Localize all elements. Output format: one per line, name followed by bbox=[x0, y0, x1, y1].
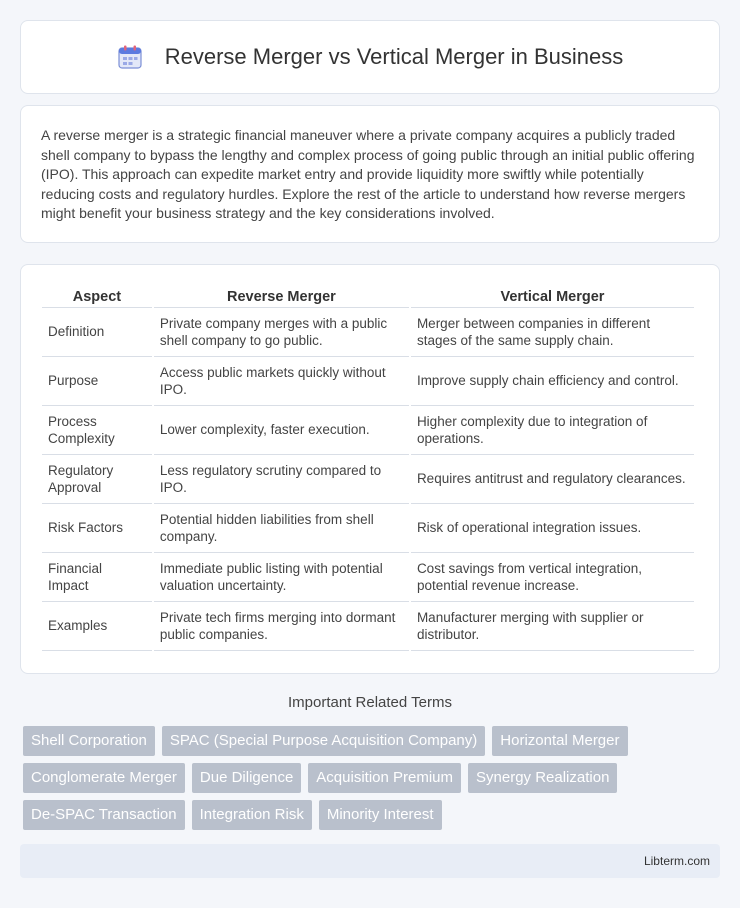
column-header-reverse-merger: Reverse Merger bbox=[154, 285, 409, 308]
aspect-cell: Process Complexity bbox=[42, 406, 152, 455]
tag-conglomerate-merger[interactable]: Conglomerate Merger bbox=[23, 763, 185, 793]
column-header-vertical-merger: Vertical Merger bbox=[411, 285, 694, 308]
tag-row bbox=[23, 726, 723, 756]
reverse-merger-cell: Immediate public listing with potential valuation uncertainty. bbox=[154, 553, 409, 602]
table-row bbox=[42, 455, 694, 504]
reverse-merger-cell: Less regulatory scrutiny compared to IPO. bbox=[154, 455, 409, 504]
vertical-merger-cell: Improve supply chain efficiency and control. bbox=[411, 357, 694, 406]
tag-shell-corporation[interactable]: Shell Corporation bbox=[23, 726, 155, 756]
intro-card bbox=[20, 105, 720, 243]
vertical-merger-cell: Requires antitrust and regulatory clearances. bbox=[411, 455, 694, 504]
tag-minority-interest[interactable]: Minority Interest bbox=[319, 800, 442, 830]
tag-integration-risk[interactable]: Integration Risk bbox=[192, 800, 312, 830]
page-title: Reverse Merger vs Vertical Merger in Business bbox=[164, 44, 624, 69]
tag-horizontal-merger[interactable]: Horizontal Merger bbox=[492, 726, 627, 756]
vertical-merger-cell: Cost savings from vertical integration, potential revenue increase. bbox=[411, 553, 694, 602]
table-row bbox=[42, 553, 694, 602]
tag-row bbox=[23, 763, 723, 793]
title-card bbox=[20, 20, 720, 94]
column-header-aspect: Aspect bbox=[42, 285, 152, 308]
tag-spac[interactable]: SPAC (Special Purpose Acquisition Company) bbox=[162, 726, 485, 756]
tag-acquisition-premium[interactable]: Acquisition Premium bbox=[308, 763, 461, 793]
aspect-cell: Purpose bbox=[42, 357, 152, 406]
tag-due-diligence[interactable]: Due Diligence bbox=[192, 763, 301, 793]
intro-text: A reverse merger is a strategic financial maneuver where a private company acquires a publicly traded shell company to bypass the lengthy and complex process of going public through an initial public offering (IPO). This approach can expedite market entry and provide liquidity more swiftly while potentially reducing costs and regulatory hurdles. Explore the rest of the article to understand how reverse mergers might benefit your business strategy and the key considerations involved. bbox=[41, 127, 695, 221]
reverse-merger-cell: Access public markets quickly without IPO. bbox=[154, 357, 409, 406]
calendar-icon bbox=[117, 44, 143, 70]
comparison-card bbox=[20, 264, 720, 674]
table-row bbox=[42, 308, 694, 357]
table-row bbox=[42, 504, 694, 553]
table-row bbox=[42, 357, 694, 406]
aspect-cell: Regulatory Approval bbox=[42, 455, 152, 504]
reverse-merger-cell: Private tech firms merging into dormant public companies. bbox=[154, 602, 409, 651]
aspect-cell: Financial Impact bbox=[42, 553, 152, 602]
related-terms-title: Important Related Terms bbox=[288, 694, 452, 711]
aspect-cell: Definition bbox=[42, 308, 152, 357]
tag-synergy-realization[interactable]: Synergy Realization bbox=[468, 763, 617, 793]
comparison-table bbox=[40, 285, 696, 651]
vertical-merger-cell: Risk of operational integration issues. bbox=[411, 504, 694, 553]
table-row bbox=[42, 406, 694, 455]
vertical-merger-cell: Higher complexity due to integration of operations. bbox=[411, 406, 694, 455]
reverse-merger-cell: Lower complexity, faster execution. bbox=[154, 406, 409, 455]
tag-row bbox=[23, 800, 723, 830]
vertical-merger-cell: Merger between companies in different stages of the same supply chain. bbox=[411, 308, 694, 357]
table-header-row bbox=[42, 285, 694, 308]
footer-brand-link[interactable]: Libterm.com bbox=[643, 854, 710, 868]
vertical-merger-cell: Manufacturer merging with supplier or distributor. bbox=[411, 602, 694, 651]
reverse-merger-cell: Potential hidden liabilities from shell company. bbox=[154, 504, 409, 553]
footer bbox=[20, 844, 720, 878]
aspect-cell: Risk Factors bbox=[42, 504, 152, 553]
tag-de-spac-transaction[interactable]: De-SPAC Transaction bbox=[23, 800, 185, 830]
aspect-cell: Examples bbox=[42, 602, 152, 651]
related-terms-list bbox=[23, 726, 723, 837]
reverse-merger-cell: Private company merges with a public shell company to go public. bbox=[154, 308, 409, 357]
table-row bbox=[42, 602, 694, 651]
